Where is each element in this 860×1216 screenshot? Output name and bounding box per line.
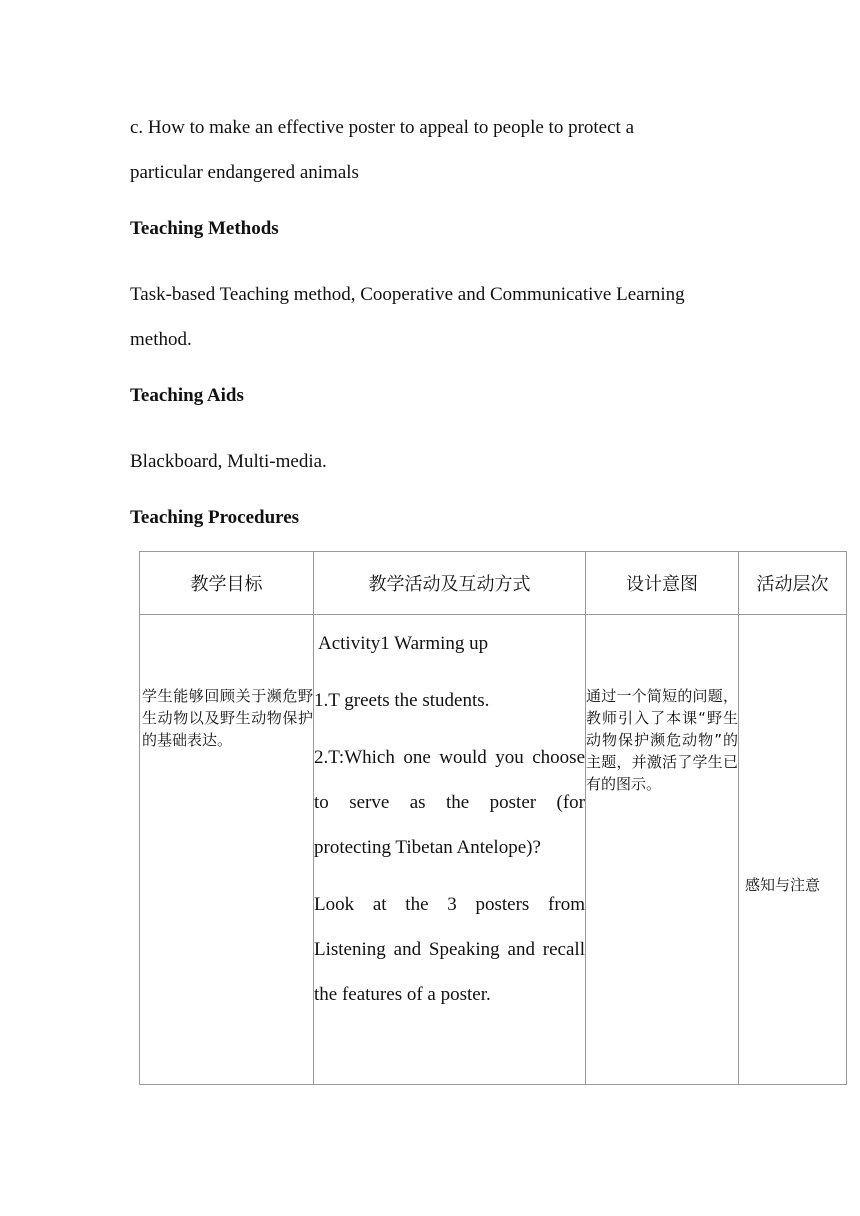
- level-cell: [739, 615, 847, 1085]
- header-activity: 教学活动及互动方式: [314, 552, 586, 615]
- teaching-aids-text: Blackboard, Multi-media.: [130, 451, 327, 472]
- level-text: 感知与注意: [745, 875, 821, 894]
- activity-title: Activity1 Warming up: [318, 633, 489, 654]
- teaching-procedures-heading: Teaching Procedures: [130, 507, 300, 528]
- header-goal: 教学目标: [140, 552, 314, 615]
- table-row: [140, 615, 847, 1085]
- teaching-aids-heading: Teaching Aids: [130, 385, 244, 406]
- goal-cell: [140, 615, 314, 1085]
- objective-c-line2: particular endangered animals: [130, 162, 359, 183]
- intent-cell: [586, 615, 739, 1085]
- activity-step-1: 1.T greets the students.: [314, 690, 490, 711]
- header-intent: 设计意图: [586, 552, 739, 615]
- table-header-row: [140, 552, 847, 615]
- goal-text: 学生能够回顾关于濒危野生动物以及野生动物保护的基础表达。: [142, 687, 313, 749]
- teaching-methods-heading: Teaching Methods: [130, 218, 279, 239]
- teaching-methods-line1: Task-based Teaching method, Cooperative and Communicative Learning: [130, 284, 685, 305]
- teaching-methods-line2: method.: [130, 329, 192, 350]
- activity-cell: [314, 615, 586, 1085]
- procedures-table: [139, 551, 847, 1085]
- intent-text: 通过一个简短的问题，教师引入了本课“野生动物保护濒危动物”的主题，并激活了学生已有的图示。: [586, 687, 738, 793]
- activity-step-2: 2.T:Which one would you choose to serve as the poster (for protecting Tibetan Antelope)?: [314, 747, 585, 858]
- objective-c-line1: c. How to make an effective poster to appeal to people to protect a: [130, 117, 635, 138]
- activity-step-3: Look at the 3 posters from Listening and Speaking and recall the features of a poster.: [314, 894, 585, 1005]
- header-level: 活动层次: [739, 552, 847, 615]
